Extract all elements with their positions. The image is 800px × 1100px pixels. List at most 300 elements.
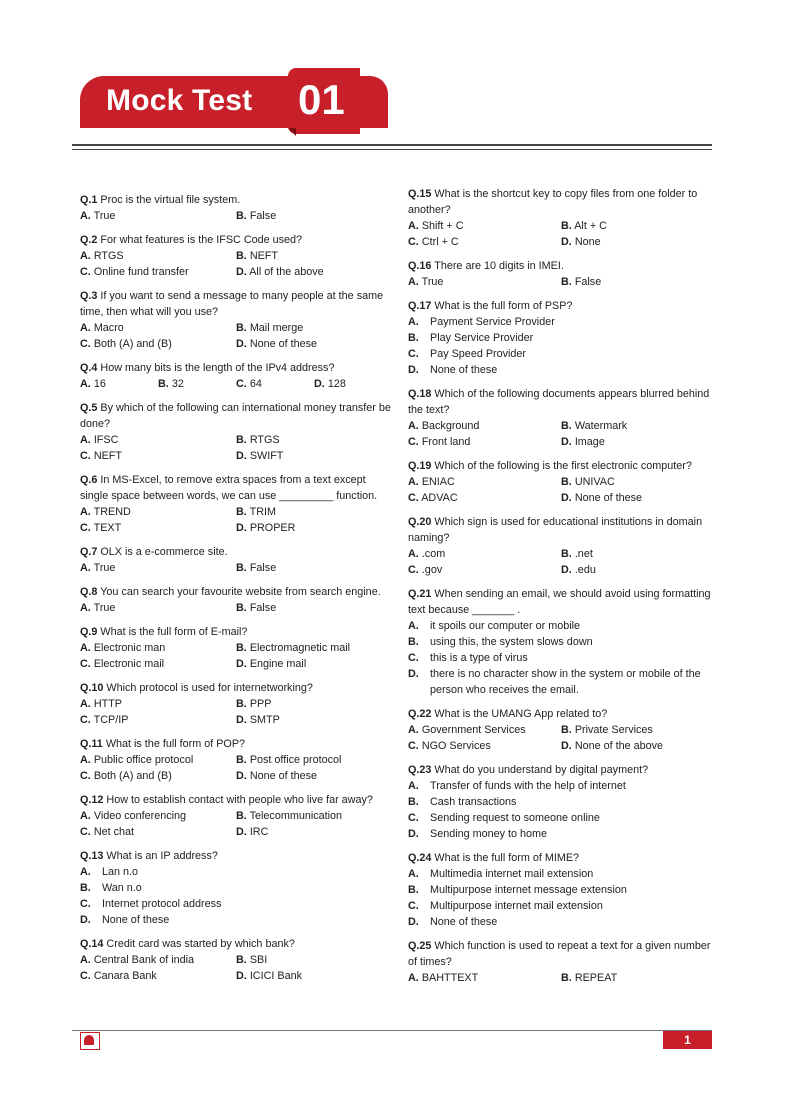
question-text (408, 762, 714, 778)
answer-options (408, 970, 714, 986)
option-letter: D. (236, 266, 247, 278)
option-text: Image (574, 436, 605, 448)
option-text: .edu (574, 564, 596, 576)
question-block (408, 706, 714, 754)
option-text: Net chat (93, 826, 135, 838)
question-block (80, 848, 392, 928)
answer-option (236, 600, 392, 616)
answer-option (314, 376, 392, 392)
question-block (408, 298, 714, 378)
option-text: True (421, 276, 444, 288)
answer-option (561, 722, 714, 738)
option-letter: B. (236, 322, 247, 334)
right-question-column (408, 186, 714, 994)
answer-option (80, 320, 236, 336)
option-letter: B. (236, 754, 247, 766)
answer-options (80, 864, 392, 928)
option-letter: C. (80, 658, 91, 670)
option-text: False (249, 602, 277, 614)
answer-options (80, 320, 392, 352)
option-text: Front land (421, 436, 471, 448)
answer-option (408, 418, 561, 434)
option-text: Lan n.o (102, 866, 139, 878)
question-text (80, 192, 392, 208)
option-letter: C. (408, 812, 419, 824)
option-text: 128 (327, 378, 346, 390)
answer-option (561, 970, 714, 986)
option-letter: B. (561, 420, 572, 432)
option-text: Macro (93, 322, 124, 334)
answer-option (408, 434, 561, 450)
option-text: Pay Speed Provider (430, 348, 527, 360)
answer-option (408, 826, 714, 842)
question-block (80, 232, 392, 280)
question-stem: Which protocol is used for internetworking? (106, 682, 313, 694)
question-number: Q.25 (408, 940, 432, 952)
option-letter: D. (236, 826, 247, 838)
option-text: None of these (430, 916, 498, 928)
option-text: True (93, 562, 116, 574)
option-text: None (574, 236, 601, 248)
question-stem: How many bits is the length of the IPv4 address? (100, 362, 335, 374)
question-text (80, 736, 392, 752)
answer-option (408, 330, 714, 346)
question-text (80, 584, 392, 600)
answer-options (80, 640, 392, 672)
option-letter: D. (561, 564, 572, 576)
answer-options (408, 722, 714, 754)
answer-options (80, 600, 392, 616)
answer-option (80, 560, 236, 576)
option-letter: C. (408, 740, 419, 752)
header-fold (288, 128, 296, 136)
question-number: Q.16 (408, 260, 432, 272)
answer-option (408, 234, 561, 250)
option-letter: A. (80, 434, 91, 446)
option-letter: B. (408, 636, 419, 648)
footer-rule (72, 1030, 712, 1031)
option-letter: A. (80, 866, 91, 878)
option-letter: A. (408, 476, 419, 488)
answer-option (408, 346, 714, 362)
question-number: Q.8 (80, 586, 98, 598)
question-number: Q.19 (408, 460, 432, 472)
option-letter: A. (80, 210, 91, 222)
answer-option (236, 520, 392, 536)
option-text: .com (421, 548, 446, 560)
option-letter: B. (236, 562, 247, 574)
question-number: Q.5 (80, 402, 98, 414)
option-text: Electromagnetic mail (249, 642, 351, 654)
answer-option (80, 952, 236, 968)
question-block (408, 938, 714, 986)
answer-option (408, 810, 714, 826)
answer-option (561, 218, 714, 234)
question-stem: Which of the following documents appears blurred behind the text? (408, 388, 710, 416)
answer-option (80, 824, 236, 840)
answer-option (80, 448, 236, 464)
option-text: SWIFT (249, 450, 284, 462)
option-text: Both (A) and (B) (93, 338, 172, 350)
question-number: Q.17 (408, 300, 432, 312)
option-text: 16 (93, 378, 106, 390)
question-text (80, 792, 392, 808)
answer-option (408, 738, 561, 754)
question-stem: You can search your favourite website from search engine. (100, 586, 381, 598)
answer-options (80, 752, 392, 784)
answer-option (236, 752, 392, 768)
option-letter: D. (236, 522, 247, 534)
question-text (408, 298, 714, 314)
option-letter: C. (408, 436, 419, 448)
option-text: 32 (171, 378, 184, 390)
question-stem: What is the UMANG App related to? (434, 708, 608, 720)
question-number: Q.20 (408, 516, 432, 528)
question-text (408, 458, 714, 474)
question-stem: Which of the following is the first electronic computer? (434, 460, 692, 472)
question-text (80, 936, 392, 952)
option-letter: C. (408, 564, 419, 576)
option-letter: D. (408, 364, 419, 376)
option-text: Cash transactions (430, 796, 517, 808)
option-text: None of these (574, 492, 643, 504)
option-text: .net (574, 548, 593, 560)
answer-option (408, 490, 561, 506)
answer-option (561, 546, 714, 562)
question-stem: What do you understand by digital payment? (434, 764, 649, 776)
question-number: Q.14 (80, 938, 104, 950)
answer-options (408, 218, 714, 250)
option-letter: D. (236, 970, 247, 982)
option-letter: A. (408, 220, 419, 232)
question-block (408, 186, 714, 250)
option-letter: A. (80, 378, 91, 390)
option-letter: C. (80, 970, 91, 982)
answer-option (80, 600, 236, 616)
option-text: SMTP (249, 714, 280, 726)
answer-option (236, 432, 392, 448)
answer-options (80, 432, 392, 464)
option-letter: C. (80, 450, 91, 462)
option-letter: B. (408, 332, 419, 344)
answer-option (408, 314, 714, 330)
answer-option (236, 320, 392, 336)
option-letter: B. (236, 602, 247, 614)
question-number: Q.18 (408, 388, 432, 400)
option-text: Internet protocol address (102, 898, 222, 910)
answer-options (80, 208, 392, 224)
option-text: Electronic man (93, 642, 166, 654)
option-letter: D. (236, 450, 247, 462)
option-letter: B. (408, 884, 419, 896)
answer-option (236, 656, 392, 672)
question-text (408, 186, 714, 218)
question-block (408, 586, 714, 698)
option-letter: C. (408, 348, 419, 360)
answer-option (80, 336, 236, 352)
option-text: using this, the system slows down (430, 636, 593, 648)
answer-option (561, 490, 714, 506)
header-rule-thin (72, 149, 712, 150)
option-text: None of the above (574, 740, 664, 752)
option-text: None of these (102, 914, 170, 926)
option-text: Payment Service Provider (430, 316, 555, 328)
option-text: NEFT (93, 450, 123, 462)
question-number: Q.4 (80, 362, 98, 374)
answer-option (80, 520, 236, 536)
option-letter: B. (561, 972, 572, 984)
question-number: Q.11 (80, 738, 103, 750)
question-block (408, 258, 714, 290)
question-number: Q.15 (408, 188, 432, 200)
question-block (80, 360, 392, 392)
option-letter: B. (236, 810, 247, 822)
option-text: False (249, 562, 277, 574)
option-letter: B. (236, 698, 247, 710)
question-block (408, 514, 714, 578)
option-text: Mail merge (249, 322, 304, 334)
answer-option (236, 808, 392, 824)
question-text (408, 938, 714, 970)
option-letter: B. (561, 476, 572, 488)
question-block (80, 472, 392, 536)
option-letter: B. (236, 954, 247, 966)
answer-option (80, 752, 236, 768)
answer-option (561, 418, 714, 434)
option-letter: C. (80, 898, 91, 910)
option-text: Play Service Provider (430, 332, 534, 344)
option-letter: B. (408, 796, 419, 808)
answer-option (408, 274, 561, 290)
option-text: None of these (249, 770, 318, 782)
option-text: ICICI Bank (249, 970, 303, 982)
answer-option (236, 208, 392, 224)
question-block (408, 762, 714, 842)
question-number: Q.6 (80, 474, 98, 486)
answer-options (80, 560, 392, 576)
option-text: True (93, 602, 116, 614)
answer-option (408, 898, 714, 914)
answer-option (236, 952, 392, 968)
answer-option (80, 808, 236, 824)
option-letter: A. (408, 276, 419, 288)
answer-option (80, 712, 236, 728)
question-stem: In MS-Excel, to remove extra spaces from a text except single space between words, we can use _________ function. (80, 474, 378, 502)
answer-option (80, 264, 236, 280)
option-letter: A. (80, 954, 91, 966)
answer-option (561, 434, 714, 450)
question-number: Q.10 (80, 682, 104, 694)
option-text: 64 (249, 378, 262, 390)
answer-options (408, 274, 714, 290)
option-text: .gov (421, 564, 443, 576)
answer-option (80, 640, 236, 656)
option-text: Wan n.o (102, 882, 142, 894)
question-stem: OLX is a e-commerce site. (100, 546, 228, 558)
option-text: False (249, 210, 277, 222)
answer-option (408, 218, 561, 234)
option-letter: B. (158, 378, 169, 390)
answer-option (408, 362, 714, 378)
option-letter: B. (561, 724, 572, 736)
answer-option (236, 264, 392, 280)
answer-options (80, 376, 392, 392)
option-text: Ctrl + C (421, 236, 459, 248)
answer-option (80, 768, 236, 784)
answer-option (236, 712, 392, 728)
option-letter: B. (80, 882, 91, 894)
option-text: TREND (93, 506, 131, 518)
answer-options (408, 778, 714, 842)
answer-option (408, 722, 561, 738)
answer-option (561, 738, 714, 754)
option-letter: C. (408, 652, 419, 664)
question-number: Q.2 (80, 234, 98, 246)
answer-option (561, 234, 714, 250)
question-stem: Which function is used to repeat a text for a given number of times? (408, 940, 711, 968)
option-letter: A. (80, 506, 91, 518)
option-text: HTTP (93, 698, 123, 710)
question-number: Q.3 (80, 290, 98, 302)
option-letter: D. (236, 338, 247, 350)
option-letter: A. (80, 602, 91, 614)
option-text: Multipurpose internet message extension (430, 884, 627, 896)
answer-option (408, 914, 714, 930)
option-text: Transfer of funds with the help of internet (430, 780, 626, 792)
question-text (80, 472, 392, 504)
answer-option (80, 880, 392, 896)
option-letter: D. (236, 770, 247, 782)
question-block (80, 936, 392, 984)
option-letter: A. (408, 316, 419, 328)
option-text: Online fund transfer (93, 266, 189, 278)
option-letter: A. (80, 810, 91, 822)
option-text: Video conferencing (93, 810, 187, 822)
answer-option (236, 824, 392, 840)
option-text: TRIM (249, 506, 277, 518)
option-text: RTGS (249, 434, 280, 446)
question-stem: Credit card was started by which bank? (106, 938, 295, 950)
option-text: BAHTTEXT (421, 972, 479, 984)
option-text: there is no character show in the system or mobile of the person who receives the email. (430, 668, 701, 696)
option-letter: A. (80, 322, 91, 334)
question-number: Q.21 (408, 588, 432, 600)
answer-options (80, 952, 392, 984)
header-number-tab (360, 76, 388, 128)
option-letter: C. (408, 900, 419, 912)
question-text (408, 386, 714, 418)
question-stem: How to establish contact with people who live far away? (106, 794, 373, 806)
answer-options (408, 474, 714, 506)
answer-option (80, 208, 236, 224)
option-letter: B. (236, 250, 247, 262)
answer-option (236, 768, 392, 784)
option-text: Watermark (574, 420, 628, 432)
answer-option (80, 656, 236, 672)
answer-option (408, 546, 561, 562)
answer-option (158, 376, 236, 392)
question-text (408, 586, 714, 618)
option-letter: D. (236, 714, 247, 726)
answer-option (80, 696, 236, 712)
option-text: Background (421, 420, 480, 432)
question-text (80, 360, 392, 376)
option-text: NEFT (249, 250, 279, 262)
option-text: Alt + C (574, 220, 607, 232)
question-stem: There are 10 digits in IMEI. (434, 260, 564, 272)
option-text: it spoils our computer or mobile (430, 620, 581, 632)
question-text (80, 624, 392, 640)
answer-option (80, 504, 236, 520)
question-block (80, 192, 392, 224)
option-letter: C. (80, 770, 91, 782)
answer-option (236, 968, 392, 984)
option-text: ENIAC (421, 476, 455, 488)
question-block (80, 624, 392, 672)
option-letter: C. (236, 378, 247, 390)
option-text: UNIVAC (574, 476, 615, 488)
answer-option (408, 778, 714, 794)
option-text: PROPER (249, 522, 296, 534)
question-text (408, 850, 714, 866)
question-block (80, 400, 392, 464)
option-text: Central Bank of india (93, 954, 195, 966)
option-letter: A. (408, 420, 419, 432)
question-text (408, 706, 714, 722)
option-letter: C. (80, 826, 91, 838)
question-text (80, 232, 392, 248)
option-letter: A. (408, 868, 419, 880)
question-number: Q.9 (80, 626, 98, 638)
question-block (80, 680, 392, 728)
page-number: 1 (663, 1031, 712, 1049)
option-text: Government Services (421, 724, 526, 736)
question-block (408, 386, 714, 450)
option-letter: B. (236, 642, 247, 654)
answer-options (80, 808, 392, 840)
question-block (80, 544, 392, 576)
question-stem: Which sign is used for educational institutions in domain naming? (408, 516, 703, 544)
option-letter: B. (236, 506, 247, 518)
option-letter: D. (236, 658, 247, 670)
question-block (80, 792, 392, 840)
option-letter: D. (561, 740, 572, 752)
answer-option (408, 618, 714, 634)
question-text (408, 514, 714, 546)
question-stem: What is the full form of PSP? (434, 300, 573, 312)
option-text: True (93, 210, 116, 222)
answer-option (408, 650, 714, 666)
option-letter: B. (236, 434, 247, 446)
answer-option (236, 504, 392, 520)
option-text: Electronic mail (93, 658, 165, 670)
answer-option (80, 912, 392, 928)
option-letter: B. (236, 210, 247, 222)
answer-option (408, 562, 561, 578)
question-block (80, 584, 392, 616)
test-number: 01 (298, 76, 345, 123)
option-text: Multimedia internet mail extension (430, 868, 594, 880)
question-text (80, 848, 392, 864)
option-text: Public office protocol (93, 754, 194, 766)
question-number: Q.13 (80, 850, 104, 862)
question-text (80, 680, 392, 696)
option-letter: A. (408, 724, 419, 736)
option-text: NGO Services (421, 740, 491, 752)
question-number: Q.22 (408, 708, 432, 720)
option-letter: C. (80, 266, 91, 278)
option-text: None of these (249, 338, 318, 350)
